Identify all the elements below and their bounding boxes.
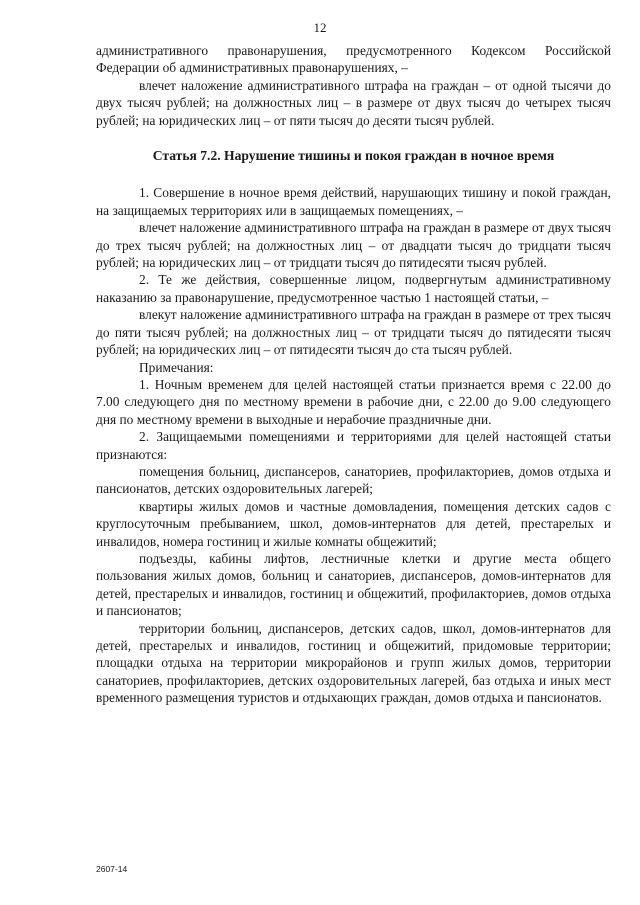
- notes-heading: Примечания:: [139, 359, 214, 375]
- note-paragraph: 2. Защищаемыми помещениями и территориями для целей настоящей статьи признаются:: [96, 429, 611, 462]
- note-list-item: помещения больниц, диспансеров, санаториев, профилакториев, домов отдыха и пансионатов, детских оздоровительных лагерей;: [96, 463, 611, 497]
- note-paragraph: 1. Ночным временем для целей настоящей статьи признается время с 22.00 до 7.00 следующего дня по местному времени в рабочие дни, с 22.00 до 9.00 следующего дня по местному времени в выходные и нерабочие праздничные дни.: [96, 376, 611, 427]
- article-paragraph: влечет наложение административного штрафа на граждан в размере от двух тысяч до трех тысяч рублей; на должностных лиц – от двадцати тысяч до тридцати тысяч рублей; на юридических лиц – от тридцати тысяч до пятидесяти тысяч рублей.: [96, 220, 611, 271]
- document-body: [96, 42, 611, 707]
- footer-code: 2607-14: [96, 864, 128, 874]
- article-paragraph: влекут наложение административного штрафа на граждан в размере от трех тысяч до пяти тысяч рублей; на должностных лиц – от тридцати тысяч до пятидесяти тысяч рублей; на юридических лиц – от пятидесяти тысяч до ста тысяч рублей.: [96, 307, 611, 358]
- note-list-item: подъезды, кабины лифтов, лестничные клетки и другие места общего пользования жилых домов, больниц и санаториев, диспансеров, домов-интернатов для детей, престарелых и инвалидов, гостиниц и общежитий, профилакториев, домов отдыха и пансионатов;: [96, 550, 611, 619]
- article-paragraph: 1. Совершение в ночное время действий, нарушающих тишину и покой граждан, на защищаемых территориях или в защищаемых помещениях, –: [96, 185, 611, 218]
- page-number: 12: [313, 20, 327, 35]
- note-list-item: квартиры жилых домов и частные домовладения, помещения детских садов с круглосуточным пребыванием, школ, домов-интернатов для детей, престарелых и инвалидов, номера гостиниц и жилые комнаты общежитий;: [96, 498, 611, 549]
- note-list-item: территории больниц, диспансеров, детских садов, школ, домов-интернатов для детей, престарелых и инвалидов, гостиниц и общежитий, придомовые территории; площадки отдыха на территории микрорайонов и групп жилых домов, территории санаториев, профилакториев, детских оздоровительных лагерей, баз отдыха и иных мест временного размещения туристов и отдыхающих граждан, домов отдыха и пансионатов.: [96, 620, 611, 706]
- article-title: Статья 7.2. Нарушение тишины и покоя граждан в ночное время: [152, 148, 555, 164]
- intro-penalty: влечет наложение административного штрафа на граждан – от одной тысячи до двух тысяч рублей; на должностных лиц – в размере от двух тысяч до четырех тысяч рублей; на юридических лиц – от пяти тысяч до десяти тысяч рублей.: [96, 77, 611, 128]
- intro-continuation: административного правонарушения, предусмотренного Кодексом Российской Федерации об административных правонарушениях, –: [96, 43, 611, 76]
- article-paragraph: 2. Те же действия, совершенные лицом, подвергнутым административному наказанию за правонарушение, предусмотренное частью 1 настоящей статьи, –: [96, 272, 611, 305]
